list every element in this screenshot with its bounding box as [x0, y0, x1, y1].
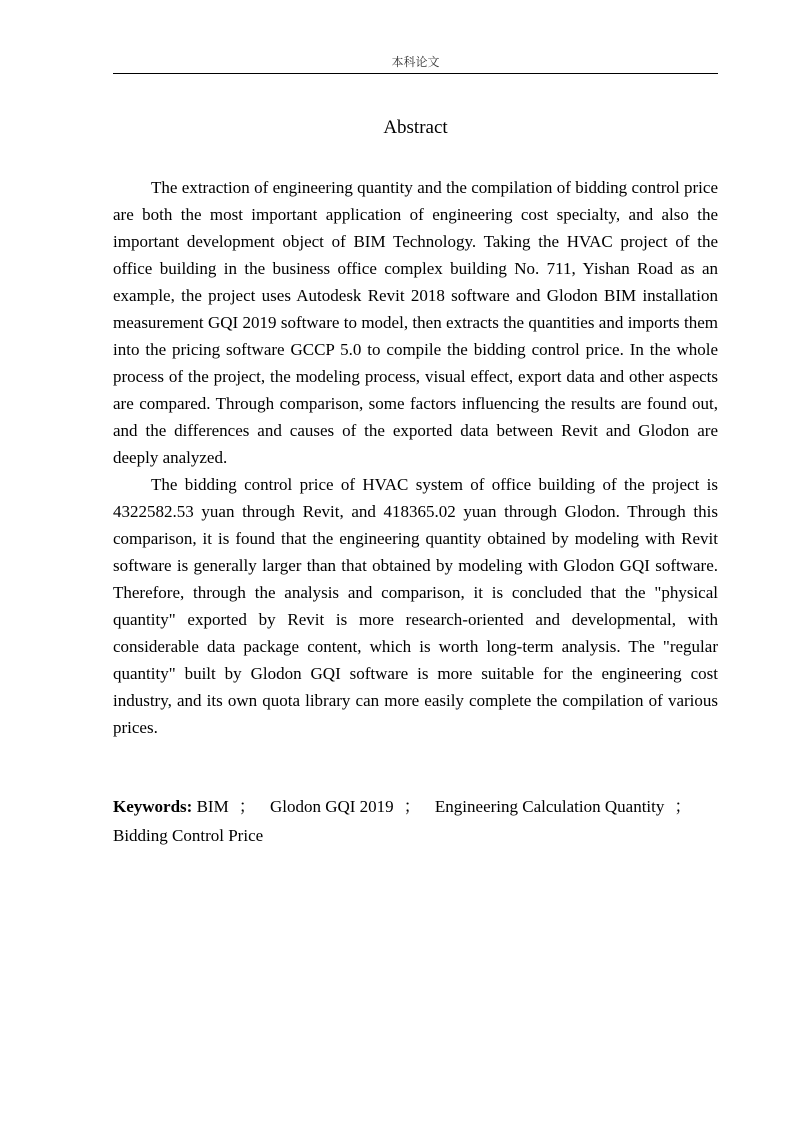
abstract-paragraph-1: The extraction of engineering quantity and the compilation of bidding control price are both the most important application of engineering cost specialty, and also the important development object of BIM Technology. Taking the HVAC project of the office building in the business office complex building No. 711, Yishan Road as an example, the project uses Autodesk Revit 2018 software and Glodon BIM installation measurement GQI 2019 software to model, then extracts the quantities and imports them into the pricing software GCCP 5.0 to compile the bidding control price. In the whole process of the project, the modeling process, visual effect, export data and other aspects are compared. Through comparison, some factors influencing the results are found out, and the differences and causes of the exported data between Revit and Glodon are deeply analyzed. — [113, 178, 718, 467]
keyword-item: Engineering Calculation Quantity — [434, 797, 665, 816]
keyword-separator: ； — [238, 797, 256, 816]
abstract-title: Abstract — [383, 117, 448, 138]
keyword-separator: ； — [403, 797, 421, 816]
keywords-line — [113, 792, 718, 850]
header-rule — [113, 73, 718, 74]
keyword-item: Glodon GQI 2019 — [269, 797, 394, 816]
keyword-separator: ； — [674, 797, 692, 816]
keyword-item: Bidding Control Price — [113, 826, 264, 845]
abstract-paragraph-2: The bidding control price of HVAC system of office building of the project is 4322582.53 yuan through Revit, and 418365.02 yuan through Glodon. Through this comparison, it is found that the engineering quantity obtained by modeling with Revit software is generally larger than that obtained by modeling with Glodon GQI software. Therefore, through the analysis and comparison, it is concluded that the "physical quantity" exported by Revit is more research-oriented and developmental, with considerable data package content, which is worth long-term analysis. The "regular quantity" built by Glodon GQI software is more suitable for the engineering cost industry, and its own quota library can more easily complete the compilation of various prices. — [113, 475, 718, 737]
keywords-label: Keywords: — [113, 797, 193, 816]
keyword-item: BIM — [196, 797, 229, 816]
abstract-body — [113, 174, 718, 741]
running-header: 本科论文 — [391, 55, 440, 69]
